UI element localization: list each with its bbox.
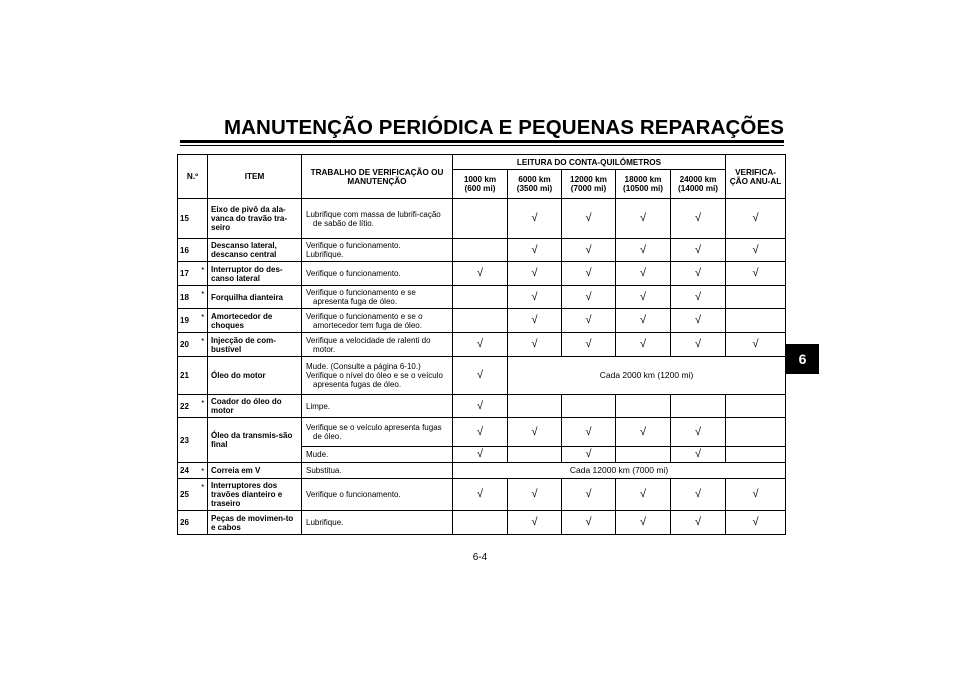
check-mark: √ <box>726 262 786 286</box>
row-number: 16 <box>178 239 199 262</box>
check-mark: √ <box>616 479 671 511</box>
work-cell <box>302 239 453 262</box>
work-line: Verifique o funcionamento e se o amortecedor tem fuga de óleo. <box>306 311 423 330</box>
check-mark: √ <box>616 333 671 357</box>
row-star <box>199 199 208 239</box>
check-mark: √ <box>508 199 562 239</box>
check-mark: √ <box>453 262 508 286</box>
row-item: Interruptor do des-canso lateral <box>208 262 302 286</box>
row-star: * <box>199 479 208 511</box>
check-mark: √ <box>562 479 616 511</box>
work-line: Lubrifique. <box>306 250 344 259</box>
work-cell <box>302 463 453 479</box>
header-interval <box>671 170 726 199</box>
check-mark: √ <box>726 479 786 511</box>
header-work: TRABALHO DE VERIFICAÇÃO OU MANUTENÇÃO <box>302 155 453 199</box>
work-cell <box>302 479 453 511</box>
header-odometer: LEITURA DO CONTA-QUILÓMETROS <box>453 155 726 170</box>
interval-km: 12000 km <box>570 175 607 184</box>
row-star: * <box>199 333 208 357</box>
header-interval <box>453 170 508 199</box>
work-cell <box>302 418 453 447</box>
interval-mi: (7000 mi) <box>570 184 607 193</box>
maintenance-table <box>177 154 786 535</box>
empty-cell <box>616 447 671 463</box>
row-number: 22 <box>178 395 199 418</box>
check-mark: √ <box>671 286 726 309</box>
work-line: Verifique o nível do óleo e se o veículo apresenta fugas de óleo. <box>306 371 443 389</box>
row-star: * <box>199 286 208 309</box>
empty-cell <box>726 309 786 333</box>
work-cell <box>302 447 453 463</box>
row-item: Óleo da transmis-são final <box>208 418 302 463</box>
empty-cell <box>726 286 786 309</box>
row-item: Forquilha dianteira <box>208 286 302 309</box>
check-mark: √ <box>671 239 726 262</box>
row-star <box>199 239 208 262</box>
section-tab[interactable]: 6 <box>786 344 819 374</box>
header-item: ITEM <box>208 155 302 199</box>
table-row <box>178 479 786 511</box>
row-number: 19 <box>178 309 199 333</box>
check-mark: √ <box>671 309 726 333</box>
check-mark: √ <box>453 479 508 511</box>
interval-km: 18000 km <box>624 175 662 184</box>
check-mark: √ <box>671 333 726 357</box>
page-title: MANUTENÇÃO PERIÓDICA E PEQUENAS REPARAÇÕES <box>223 116 784 139</box>
row-number: 25 <box>178 479 199 511</box>
interval-mi: (14000 mi) <box>677 184 719 193</box>
interval-note: Cada 12000 km (7000 mi) <box>453 463 786 479</box>
work-line: Verifique o funcionamento. <box>306 269 401 278</box>
empty-cell <box>726 395 786 418</box>
check-mark: √ <box>453 333 508 357</box>
work-line: Verifique se o veículo apresenta fugas de óleo. <box>306 423 442 441</box>
check-mark: √ <box>562 511 616 535</box>
work-line: Lubrifique. <box>306 518 344 527</box>
empty-cell <box>453 511 508 535</box>
row-item: Peças de movimen-to e cabos <box>208 511 302 535</box>
empty-cell <box>508 395 562 418</box>
table-row <box>178 395 786 418</box>
row-item: Amortecedor de choques <box>208 309 302 333</box>
check-mark: √ <box>616 309 671 333</box>
row-star <box>199 357 208 395</box>
check-mark: √ <box>508 418 562 447</box>
row-number: 23 <box>178 418 199 463</box>
check-mark: √ <box>726 239 786 262</box>
header-no: N.º <box>178 155 208 199</box>
row-number: 24 <box>178 463 199 479</box>
check-mark: √ <box>508 262 562 286</box>
table-row <box>178 309 786 333</box>
check-mark: √ <box>671 199 726 239</box>
work-line: Limpe. <box>306 401 331 411</box>
check-mark: √ <box>671 447 726 463</box>
row-item: Óleo do motor <box>208 357 302 395</box>
row-item: Eixo de pivô da ala-vanca do travão tra-seiro <box>208 199 302 239</box>
check-mark: √ <box>616 262 671 286</box>
work-line: Lubrifique com massa de lubrifi-cação de sabão de lítio. <box>306 209 441 228</box>
row-item: Descanso lateral, descanso central <box>208 239 302 262</box>
check-mark: √ <box>562 418 616 447</box>
row-number: 21 <box>178 357 199 395</box>
check-mark: √ <box>562 333 616 357</box>
check-mark: √ <box>671 511 726 535</box>
work-line: Verifique o funcionamento. <box>306 241 401 250</box>
title-rule-thick <box>180 140 784 143</box>
work-cell <box>302 511 453 535</box>
interval-km: 1000 km <box>463 175 497 184</box>
check-mark: √ <box>508 333 562 357</box>
check-mark: √ <box>671 262 726 286</box>
check-mark: √ <box>726 511 786 535</box>
row-number: 17 <box>178 262 199 286</box>
header-interval <box>562 170 616 199</box>
row-number: 15 <box>178 199 199 239</box>
empty-cell <box>453 199 508 239</box>
empty-cell <box>616 395 671 418</box>
check-mark: √ <box>508 309 562 333</box>
empty-cell <box>453 309 508 333</box>
interval-mi: (600 mi) <box>464 184 496 193</box>
work-cell <box>302 286 453 309</box>
interval-mi: (3500 mi) <box>516 184 553 193</box>
empty-cell <box>726 418 786 447</box>
check-mark: √ <box>562 262 616 286</box>
interval-km: 24000 km <box>679 175 717 184</box>
table-row <box>178 333 786 357</box>
work-line: Verifique o funcionamento e se apresenta fuga de óleo. <box>306 288 416 306</box>
row-item: Injecção de com-bustível <box>208 333 302 357</box>
check-mark: √ <box>616 511 671 535</box>
work-cell <box>302 309 453 333</box>
check-mark: √ <box>562 447 616 463</box>
check-mark: √ <box>562 286 616 309</box>
title-rule-thin <box>180 145 784 146</box>
work-cell <box>302 357 453 395</box>
check-mark: √ <box>562 309 616 333</box>
check-mark: √ <box>616 239 671 262</box>
check-mark: √ <box>453 418 508 447</box>
row-star <box>199 418 208 463</box>
table-row <box>178 262 786 286</box>
table-row <box>178 418 786 447</box>
row-star: * <box>199 463 208 479</box>
check-mark: √ <box>508 479 562 511</box>
table-row <box>178 199 786 239</box>
check-mark: √ <box>562 239 616 262</box>
check-mark: √ <box>671 479 726 511</box>
check-mark: √ <box>508 286 562 309</box>
check-mark: √ <box>453 395 508 418</box>
check-mark: √ <box>671 418 726 447</box>
check-mark: √ <box>453 357 508 395</box>
check-mark: √ <box>508 239 562 262</box>
interval-mi: (10500 mi) <box>622 184 664 193</box>
row-item: Coador do óleo do motor <box>208 395 302 418</box>
row-number: 20 <box>178 333 199 357</box>
empty-cell <box>453 239 508 262</box>
check-mark: √ <box>508 511 562 535</box>
work-line: Substitua. <box>306 466 342 475</box>
work-line: Verifique a velocidade de ralenti do motor. <box>306 335 431 354</box>
check-mark: √ <box>616 286 671 309</box>
work-cell <box>302 333 453 357</box>
work-cell <box>302 395 453 418</box>
work-line: Mude. <box>306 450 329 459</box>
row-star: * <box>199 262 208 286</box>
check-mark: √ <box>726 199 786 239</box>
work-line: Mude. (Consulte a página 6-10.) <box>306 362 421 371</box>
table-row <box>178 286 786 309</box>
table-row <box>178 511 786 535</box>
row-star: * <box>199 395 208 418</box>
empty-cell <box>726 447 786 463</box>
work-line: Verifique o funcionamento. <box>306 490 401 499</box>
table-row <box>178 357 786 395</box>
header-interval <box>508 170 562 199</box>
work-cell <box>302 262 453 286</box>
header-annual: VERIFICA-ÇÃO ANU-AL <box>726 155 786 199</box>
check-mark: √ <box>453 447 508 463</box>
check-mark: √ <box>562 199 616 239</box>
interval-note: Cada 2000 km (1200 mi) <box>508 357 786 395</box>
empty-cell <box>671 395 726 418</box>
empty-cell <box>508 447 562 463</box>
row-number: 18 <box>178 286 199 309</box>
check-mark: √ <box>616 418 671 447</box>
page-number: 6-4 <box>472 552 488 563</box>
row-item: Interruptores dos travões dianteiro e traseiro <box>208 479 302 511</box>
table-row <box>178 239 786 262</box>
row-number: 26 <box>178 511 199 535</box>
interval-km: 6000 km <box>518 175 551 184</box>
check-mark: √ <box>726 333 786 357</box>
work-cell <box>302 199 453 239</box>
header-interval <box>616 170 671 199</box>
row-item: Correia em V <box>208 463 302 479</box>
row-star: * <box>199 309 208 333</box>
empty-cell <box>562 395 616 418</box>
check-mark: √ <box>616 199 671 239</box>
empty-cell <box>453 286 508 309</box>
table-row <box>178 463 786 479</box>
row-star <box>199 511 208 535</box>
